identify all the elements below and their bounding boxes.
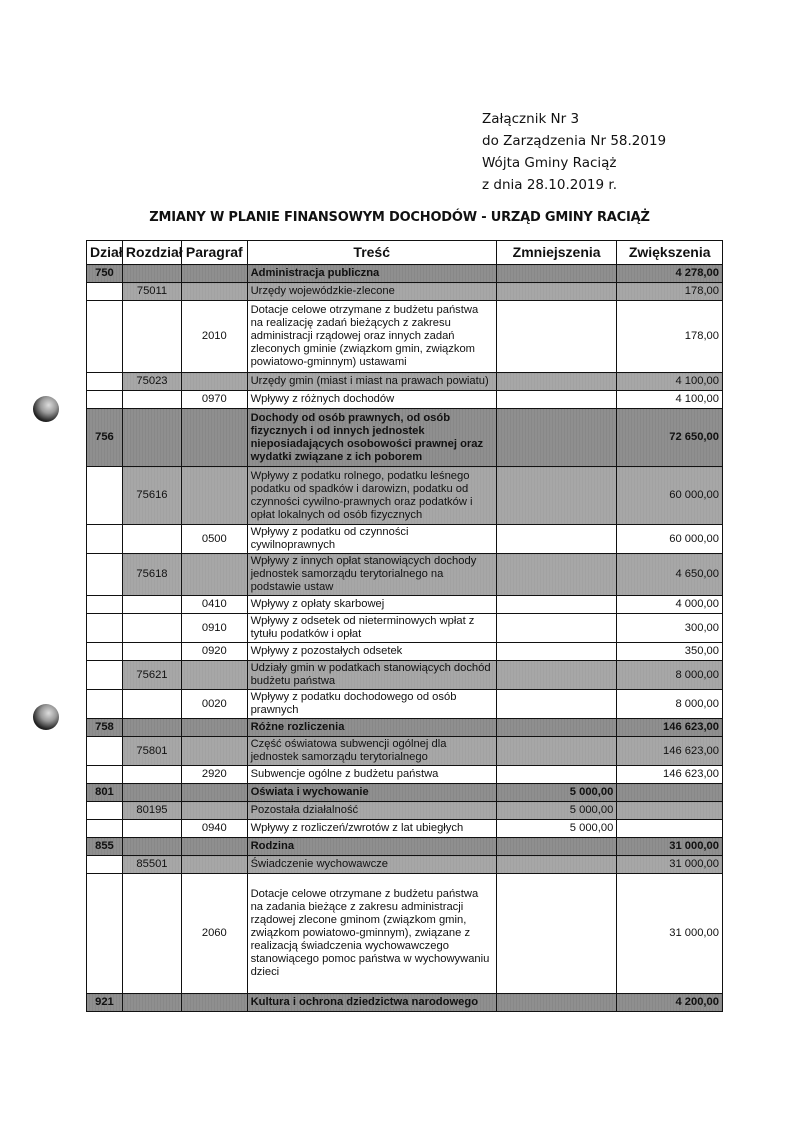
cell-tresc: Wpływy z innych opłat stanowiących dochody jednostek samorządu terytorialnego na podstawie ustaw [247,554,496,596]
table-row-paragraf [87,525,723,554]
cell-paragraf [182,554,248,596]
cell-paragraf [182,719,248,737]
table-row-rozdzial [87,554,723,596]
cell-tresc: Wpływy z podatku od czynności cywilnoprawnych [247,525,496,554]
header-zwiekszenia: Zwiększenia [617,241,723,265]
cell-zmniejszenia [496,391,616,409]
cell-dzial [87,614,123,643]
cell-paragraf [182,737,248,766]
cell-dzial [87,737,123,766]
cell-paragraf [182,802,248,820]
table-row-paragraf [87,614,723,643]
cell-paragraf: 0970 [182,391,248,409]
cell-zmniejszenia [496,373,616,391]
table-header-row [87,241,723,265]
table-row-dzial [87,409,723,467]
table-row-rozdzial [87,802,723,820]
cell-rozdzial [122,690,181,719]
cell-tresc: Administracja publiczna [247,265,496,283]
table-body [87,265,723,1012]
cell-paragraf [182,409,248,467]
cell-dzial [87,525,123,554]
cell-zwiekszenia: 72 650,00 [617,409,723,467]
cell-dzial: 756 [87,409,123,467]
cell-zwiekszenia: 31 000,00 [617,874,723,994]
cell-rozdzial [122,994,181,1012]
attachment-header [482,108,666,196]
table-row-paragraf [87,690,723,719]
cell-tresc: Wpływy z rozliczeń/zwrotów z lat ubiegłych [247,820,496,838]
table-row-paragraf [87,391,723,409]
punch-hole-bottom [33,704,59,730]
cell-tresc: Rodzina [247,838,496,856]
cell-rozdzial [122,838,181,856]
cell-dzial: 801 [87,784,123,802]
cell-tresc: Udziały gmin w podatkach stanowiących dochód budżetu państwa [247,661,496,690]
cell-zwiekszenia: 178,00 [617,283,723,301]
cell-tresc: Część oświatowa subwencji ogólnej dla jednostek samorządu terytorialnego [247,737,496,766]
cell-paragraf: 2010 [182,301,248,373]
cell-zmniejszenia [496,838,616,856]
cell-tresc: Urzędy gmin (miast i miast na prawach powiatu) [247,373,496,391]
cell-zwiekszenia [617,802,723,820]
cell-zwiekszenia: 300,00 [617,614,723,643]
cell-paragraf [182,373,248,391]
cell-rozdzial [122,301,181,373]
cell-tresc: Wpływy z pozostałych odsetek [247,643,496,661]
cell-rozdzial [122,409,181,467]
cell-paragraf [182,784,248,802]
cell-dzial [87,820,123,838]
cell-zwiekszenia: 4 200,00 [617,994,723,1012]
cell-zmniejszenia [496,766,616,784]
header-tresc: Treść [247,241,496,265]
cell-rozdzial: 75618 [122,554,181,596]
cell-dzial [87,690,123,719]
cell-paragraf: 2920 [182,766,248,784]
cell-tresc: Dotacje celowe otrzymane z budżetu państwa na zadania bieżące z zakresu administracji rządowej zlecone gminom (związkom gmin, związkom powiatowo-gminnym), związane z realizacją świadczenia wychowawczego stanowiącego pomoc państwa w wychowywaniu dzieci [247,874,496,994]
cell-paragraf: 0910 [182,614,248,643]
cell-zwiekszenia: 60 000,00 [617,467,723,525]
cell-rozdzial [122,643,181,661]
header-dzial: Dział [87,241,123,265]
cell-paragraf: 0500 [182,525,248,554]
cell-zmniejszenia [496,596,616,614]
cell-rozdzial: 75801 [122,737,181,766]
header-rozdzial: Rozdział [122,241,181,265]
cell-zmniejszenia [496,643,616,661]
cell-zwiekszenia [617,820,723,838]
cell-zwiekszenia: 4 100,00 [617,373,723,391]
cell-rozdzial: 75023 [122,373,181,391]
cell-zwiekszenia: 60 000,00 [617,525,723,554]
cell-dzial [87,373,123,391]
attachment-number: Załącznik Nr 3 [482,111,580,127]
table-row-rozdzial [87,373,723,391]
cell-tresc: Wpływy z odsetek od nieterminowych wpłat z tytułu podatków i opłat [247,614,496,643]
table-row-paragraf [87,820,723,838]
cell-zmniejszenia [496,409,616,467]
table-row-paragraf [87,596,723,614]
table-row-dzial [87,838,723,856]
cell-paragraf [182,838,248,856]
cell-zmniejszenia: 5 000,00 [496,784,616,802]
cell-dzial [87,856,123,874]
table-row-dzial [87,719,723,737]
table-row-dzial [87,265,723,283]
cell-zmniejszenia [496,525,616,554]
cell-rozdzial [122,525,181,554]
cell-tresc: Wpływy z różnych dochodów [247,391,496,409]
cell-zmniejszenia [496,301,616,373]
cell-zwiekszenia: 4 278,00 [617,265,723,283]
cell-zwiekszenia: 146 623,00 [617,737,723,766]
cell-rozdzial: 80195 [122,802,181,820]
cell-tresc: Urzędy wojewódzkie-zlecone [247,283,496,301]
cell-paragraf [182,265,248,283]
cell-tresc: Oświata i wychowanie [247,784,496,802]
cell-rozdzial [122,874,181,994]
cell-paragraf: 0410 [182,596,248,614]
table-row-paragraf [87,874,723,994]
table-row-rozdzial [87,283,723,301]
cell-zwiekszenia: 4 100,00 [617,391,723,409]
cell-dzial [87,766,123,784]
cell-dzial [87,283,123,301]
cell-paragraf [182,467,248,525]
cell-paragraf: 0940 [182,820,248,838]
cell-paragraf [182,661,248,690]
cell-zwiekszenia: 8 000,00 [617,690,723,719]
cell-rozdzial: 75011 [122,283,181,301]
cell-zwiekszenia [617,784,723,802]
table-row-paragraf [87,766,723,784]
cell-paragraf: 0020 [182,690,248,719]
cell-tresc: Kultura i ochrona dziedzictwa narodowego [247,994,496,1012]
income-plan-table [86,240,723,1012]
attachment-date: z dnia 28.10.2019 r. [482,177,618,193]
cell-zwiekszenia: 4 000,00 [617,596,723,614]
cell-dzial [87,467,123,525]
cell-zmniejszenia [496,614,616,643]
cell-tresc: Wpływy z podatku dochodowego od osób prawnych [247,690,496,719]
cell-rozdzial: 85501 [122,856,181,874]
header-zmniejszenia: Zmniejszenia [496,241,616,265]
cell-zmniejszenia [496,719,616,737]
cell-rozdzial [122,614,181,643]
cell-zwiekszenia: 8 000,00 [617,661,723,690]
cell-rozdzial [122,391,181,409]
cell-tresc: Pozostała działalność [247,802,496,820]
cell-zmniejszenia [496,856,616,874]
cell-zmniejszenia: 5 000,00 [496,802,616,820]
table-row-dzial [87,994,723,1012]
cell-zwiekszenia: 4 650,00 [617,554,723,596]
cell-zmniejszenia [496,554,616,596]
cell-dzial [87,661,123,690]
cell-paragraf [182,283,248,301]
cell-zmniejszenia [496,874,616,994]
cell-zmniejszenia [496,661,616,690]
cell-dzial [87,802,123,820]
table-row-dzial [87,784,723,802]
cell-dzial [87,643,123,661]
cell-zmniejszenia [496,737,616,766]
cell-zmniejszenia [496,265,616,283]
cell-tresc: Dochody od osób prawnych, od osób fizycznych i od innych jednostek nieposiadających osobowości prawnej oraz wydatki związane z ich poborem [247,409,496,467]
cell-dzial [87,874,123,994]
cell-dzial [87,596,123,614]
table-row-paragraf [87,301,723,373]
cell-tresc: Dotacje celowe otrzymane z budżetu państwa na realizację zadań bieżących z zakresu administracji rządowej oraz innych zadań zleconych gminie (związkom gmin, związkom powiatowo-gminnym) ustawami [247,301,496,373]
cell-dzial [87,391,123,409]
cell-paragraf [182,856,248,874]
cell-tresc: Różne rozliczenia [247,719,496,737]
cell-zwiekszenia: 31 000,00 [617,838,723,856]
table-row-rozdzial [87,661,723,690]
table-row-rozdzial [87,856,723,874]
cell-tresc: Wpływy z opłaty skarbowej [247,596,496,614]
cell-rozdzial: 75616 [122,467,181,525]
cell-zmniejszenia [496,467,616,525]
cell-dzial: 750 [87,265,123,283]
cell-dzial: 921 [87,994,123,1012]
cell-paragraf: 0920 [182,643,248,661]
cell-paragraf [182,994,248,1012]
cell-zwiekszenia: 178,00 [617,301,723,373]
cell-zmniejszenia [496,283,616,301]
punch-hole-top [33,396,59,422]
cell-zwiekszenia: 31 000,00 [617,856,723,874]
cell-rozdzial [122,719,181,737]
cell-zmniejszenia [496,994,616,1012]
cell-rozdzial [122,265,181,283]
cell-dzial [87,301,123,373]
cell-tresc: Subwencje ogólne z budżetu państwa [247,766,496,784]
attachment-issuer: Wójta Gminy Raciąż [482,155,617,171]
page-title: ZMIANY W PLANIE FINANSOWYM DOCHODÓW - URZĄD GMINY RACIĄŻ [149,210,650,225]
cell-dzial: 758 [87,719,123,737]
cell-zwiekszenia: 350,00 [617,643,723,661]
cell-rozdzial [122,784,181,802]
cell-zwiekszenia: 146 623,00 [617,766,723,784]
table-row-paragraf [87,643,723,661]
cell-zmniejszenia [496,690,616,719]
cell-rozdzial [122,596,181,614]
cell-dzial: 855 [87,838,123,856]
cell-rozdzial [122,820,181,838]
cell-zmniejszenia: 5 000,00 [496,820,616,838]
cell-paragraf: 2060 [182,874,248,994]
table-row-rozdzial [87,737,723,766]
cell-zwiekszenia: 146 623,00 [617,719,723,737]
header-paragraf: Paragraf [182,241,248,265]
cell-rozdzial [122,766,181,784]
cell-tresc: Wpływy z podatku rolnego, podatku leśnego podatku od spadków i darowizn, podatku od czynności cywilno-prawnych oraz podatków i opłat lokalnych od osób fizycznych [247,467,496,525]
attachment-order: do Zarządzenia Nr 58.2019 [482,133,667,149]
table-row-rozdzial [87,467,723,525]
cell-rozdzial: 75621 [122,661,181,690]
cell-tresc: Świadczenie wychowawcze [247,856,496,874]
cell-dzial [87,554,123,596]
